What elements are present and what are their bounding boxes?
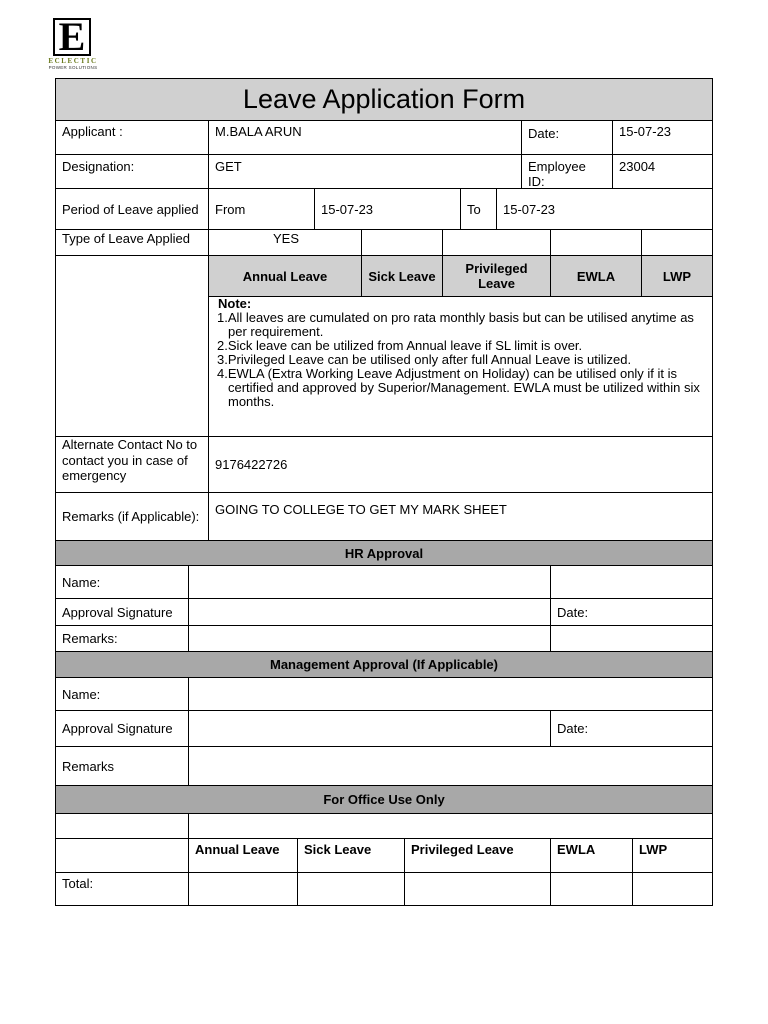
hr-remarks-field[interactable] xyxy=(188,625,551,652)
office-use-header: For Office Use Only xyxy=(55,785,713,814)
office-lwp-header: LWP xyxy=(632,838,713,873)
management-approval-header: Management Approval (If Applicable) xyxy=(55,651,713,678)
total-ewla-field[interactable] xyxy=(550,872,633,906)
hr-name-label: Name: xyxy=(55,565,189,599)
notes-list xyxy=(217,311,704,409)
management-remarks-label: Remarks xyxy=(55,746,189,786)
management-signature-label: Approval Signature xyxy=(55,710,189,747)
designation-field[interactable]: GET xyxy=(208,154,522,189)
total-lwp-field[interactable] xyxy=(632,872,713,906)
lwp-header: LWP xyxy=(641,255,713,297)
leave-type-label: Type of Leave Applied xyxy=(55,229,209,256)
blank-cell xyxy=(55,255,209,437)
from-label: From xyxy=(208,188,315,230)
alternate-contact-label: Alternate Contact No to contact you in case of emergency xyxy=(55,436,209,493)
form-title: Leave Application Form xyxy=(55,78,713,121)
designation-label: Designation: xyxy=(55,154,209,189)
hr-blank-cell[interactable] xyxy=(550,625,713,652)
logo-letter: E xyxy=(58,14,86,59)
management-remarks-field[interactable] xyxy=(188,746,713,786)
ewla-header: EWLA xyxy=(550,255,642,297)
leave-type-blank[interactable] xyxy=(442,229,551,256)
remarks-field[interactable]: GOING TO COLLEGE TO GET MY MARK SHEET xyxy=(208,492,713,541)
management-name-label: Name: xyxy=(55,677,189,711)
hr-blank-cell[interactable] xyxy=(550,565,713,599)
logo-mark xyxy=(53,14,91,59)
leave-type-blank[interactable] xyxy=(641,229,713,256)
leave-type-blank[interactable] xyxy=(550,229,642,256)
leave-type-blank[interactable] xyxy=(361,229,443,256)
sick-leave-header: Sick Leave xyxy=(361,255,443,297)
total-privileged-leave-field[interactable] xyxy=(404,872,551,906)
management-name-field[interactable] xyxy=(188,677,713,711)
date-field[interactable]: 15-07-23 xyxy=(612,120,713,155)
office-annual-leave-header: Annual Leave xyxy=(188,838,298,873)
total-label: Total: xyxy=(55,872,189,906)
office-blank-cell xyxy=(55,838,189,873)
period-label: Period of Leave applied xyxy=(55,188,209,230)
applicant-label: Applicant : xyxy=(55,120,209,155)
hr-signature-field[interactable] xyxy=(188,598,551,626)
hr-name-field[interactable] xyxy=(188,565,551,599)
total-annual-leave-field[interactable] xyxy=(188,872,298,906)
note-item: 3.Privileged Leave can be utilised only after full Annual Leave is utilized. xyxy=(217,352,632,367)
note-item: 2.Sick leave can be utilized from Annual leave if SL limit is over. xyxy=(217,338,583,353)
note-item: 1.All leaves are cumulated on pro rata monthly basis but can be utilised anytime as per requirement. xyxy=(217,310,694,339)
hr-date-label: Date: xyxy=(550,598,713,626)
remarks-label: Remarks (if Applicable): xyxy=(55,492,209,541)
office-sick-leave-header: Sick Leave xyxy=(297,838,405,873)
to-label: To xyxy=(460,188,497,230)
date-label: Date: xyxy=(521,120,613,155)
notes-title: Note: xyxy=(218,296,252,311)
hr-approval-header: HR Approval xyxy=(55,540,713,566)
hr-signature-label: Approval Signature xyxy=(55,598,189,626)
alternate-contact-field[interactable]: 9176422726 xyxy=(208,436,713,493)
total-sick-leave-field[interactable] xyxy=(297,872,405,906)
employee-id-field[interactable]: 23004 xyxy=(612,154,713,189)
to-date-field[interactable]: 15-07-23 xyxy=(496,188,713,230)
notes-block xyxy=(208,296,713,437)
company-logo xyxy=(40,14,106,74)
employee-id-label: Employee ID: xyxy=(521,154,613,189)
from-date-field[interactable]: 15-07-23 xyxy=(314,188,461,230)
management-date-label: Date: xyxy=(550,710,713,747)
office-privileged-leave-header: Privileged Leave xyxy=(404,838,551,873)
management-signature-field[interactable] xyxy=(188,710,551,747)
logo-subtitle: POWER SOLUTIONS xyxy=(48,65,98,70)
leave-type-value[interactable]: YES xyxy=(208,229,362,256)
hr-remarks-label: Remarks: xyxy=(55,625,189,652)
office-ewla-header: EWLA xyxy=(550,838,633,873)
privileged-leave-header: Privileged Leave xyxy=(442,255,551,297)
annual-leave-header: Annual Leave xyxy=(208,255,362,297)
logo-name: ECLECTIC xyxy=(48,57,98,65)
office-blank-cell xyxy=(55,813,189,839)
applicant-field[interactable]: M.BALA ARUN xyxy=(208,120,522,155)
note-item: 4.EWLA (Extra Working Leave Adjustment on Holiday) can be utilised only if it is certified and approved by Superior/Management. EWLA must be utilized within six months. xyxy=(217,366,700,409)
office-blank-cell xyxy=(188,813,713,839)
